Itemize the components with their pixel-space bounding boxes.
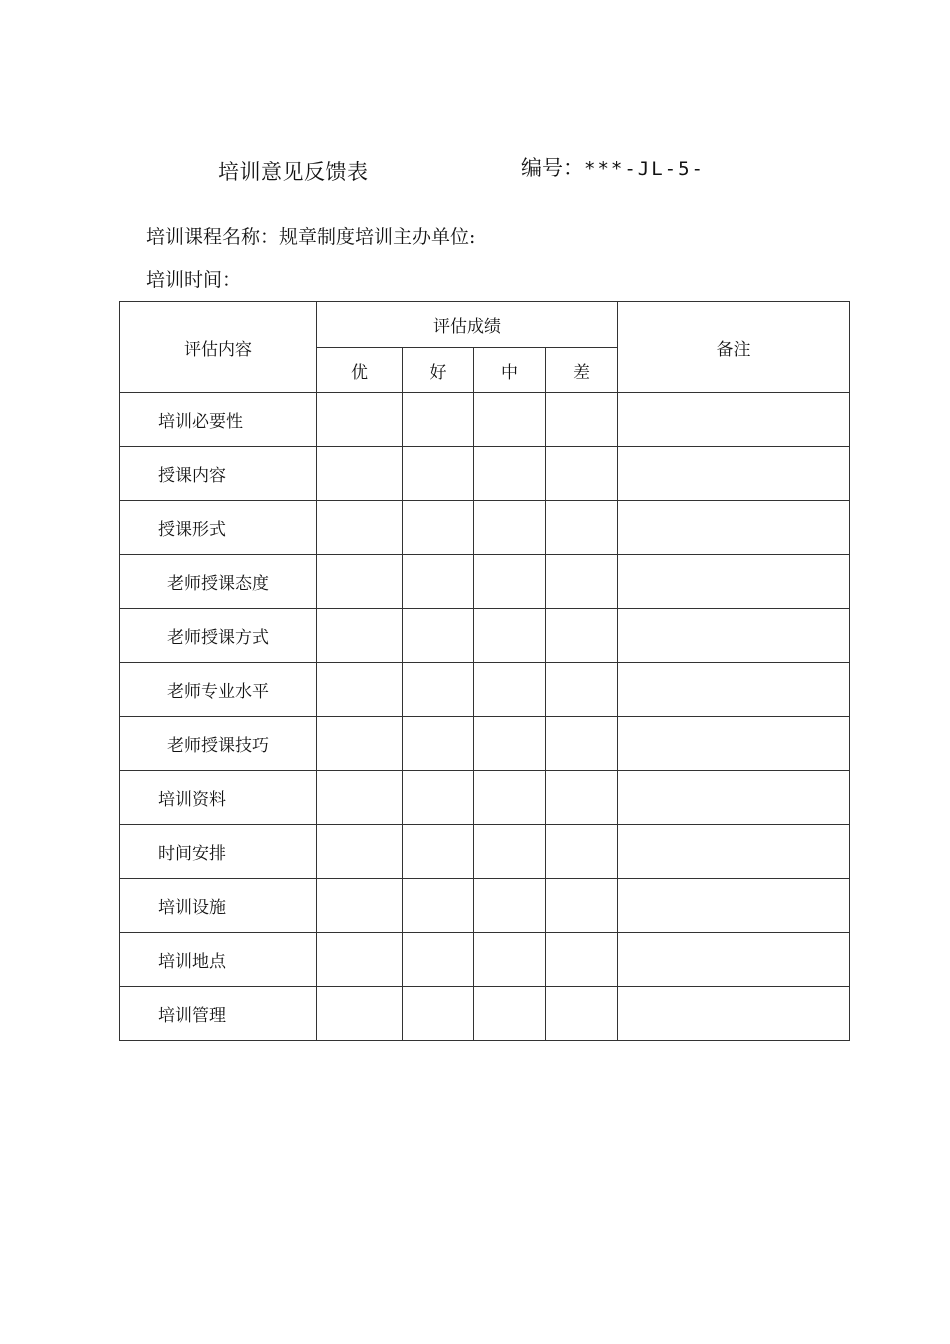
score-cell[interactable] <box>403 825 474 879</box>
score-cell[interactable] <box>546 663 618 717</box>
table-row <box>120 879 850 933</box>
row-label: 培训资料 <box>120 771 317 825</box>
score-cell[interactable] <box>546 717 618 771</box>
row-label: 培训设施 <box>120 879 317 933</box>
table-row <box>120 933 850 987</box>
table-row <box>120 609 850 663</box>
score-cell[interactable] <box>474 555 546 609</box>
remarks-cell[interactable] <box>618 609 850 663</box>
score-cell[interactable] <box>317 447 403 501</box>
score-cell[interactable] <box>474 879 546 933</box>
score-cell[interactable] <box>546 609 618 663</box>
remarks-cell[interactable] <box>618 825 850 879</box>
score-cell[interactable] <box>403 609 474 663</box>
score-cell[interactable] <box>474 393 546 447</box>
score-cell[interactable] <box>474 447 546 501</box>
score-cell[interactable] <box>546 501 618 555</box>
score-cell[interactable] <box>403 771 474 825</box>
page-title: 培训意见反馈表 <box>218 160 369 184</box>
score-cell[interactable] <box>317 555 403 609</box>
score-cell[interactable] <box>317 609 403 663</box>
table-row <box>120 825 850 879</box>
score-cell[interactable] <box>474 609 546 663</box>
table-row <box>120 717 850 771</box>
score-cell[interactable] <box>474 663 546 717</box>
score-cell[interactable] <box>546 933 618 987</box>
code-label: 编号： <box>521 156 584 180</box>
training-time-line: 培训时间： <box>146 269 242 291</box>
row-label: 授课内容 <box>120 447 317 501</box>
score-cell[interactable] <box>546 555 618 609</box>
score-cell[interactable] <box>546 825 618 879</box>
score-cell[interactable] <box>317 771 403 825</box>
remarks-cell[interactable] <box>618 447 850 501</box>
score-cell[interactable] <box>546 393 618 447</box>
score-cell[interactable] <box>317 987 403 1041</box>
table-row <box>120 501 850 555</box>
grade-average: 中 <box>474 348 546 393</box>
remarks-cell[interactable] <box>618 555 850 609</box>
row-label: 时间安排 <box>120 825 317 879</box>
score-cell[interactable] <box>317 825 403 879</box>
score-cell[interactable] <box>403 717 474 771</box>
score-cell[interactable] <box>546 879 618 933</box>
remarks-cell[interactable] <box>618 717 850 771</box>
score-cell[interactable] <box>403 555 474 609</box>
score-cell[interactable] <box>546 987 618 1041</box>
row-label: 老师授课技巧 <box>120 717 317 771</box>
document-code <box>521 152 705 182</box>
score-cell[interactable] <box>317 879 403 933</box>
grade-poor: 差 <box>546 348 618 393</box>
row-label: 老师专业水平 <box>120 663 317 717</box>
score-cell[interactable] <box>546 771 618 825</box>
score-cell[interactable] <box>403 663 474 717</box>
row-label: 培训管理 <box>120 987 317 1041</box>
header-remarks: 备注 <box>618 302 850 393</box>
score-cell[interactable] <box>317 501 403 555</box>
table-row <box>120 771 850 825</box>
score-cell[interactable] <box>317 663 403 717</box>
grade-good: 好 <box>403 348 474 393</box>
score-cell[interactable] <box>317 393 403 447</box>
table-row <box>120 555 850 609</box>
row-label: 培训地点 <box>120 933 317 987</box>
remarks-cell[interactable] <box>618 987 850 1041</box>
row-label: 授课形式 <box>120 501 317 555</box>
score-cell[interactable] <box>546 447 618 501</box>
score-cell[interactable] <box>474 933 546 987</box>
remarks-cell[interactable] <box>618 501 850 555</box>
score-cell[interactable] <box>317 717 403 771</box>
score-cell[interactable] <box>474 771 546 825</box>
remarks-cell[interactable] <box>618 933 850 987</box>
row-label: 老师授课方式 <box>120 609 317 663</box>
table-row <box>120 987 850 1041</box>
row-label: 培训必要性 <box>120 393 317 447</box>
score-cell[interactable] <box>403 393 474 447</box>
score-cell[interactable] <box>403 501 474 555</box>
evaluation-table <box>119 301 850 1041</box>
score-cell[interactable] <box>403 447 474 501</box>
grade-excellent: 优 <box>317 348 403 393</box>
header-content: 评估内容 <box>120 302 317 393</box>
score-cell[interactable] <box>474 987 546 1041</box>
remarks-cell[interactable] <box>618 393 850 447</box>
remarks-cell[interactable] <box>618 663 850 717</box>
score-cell[interactable] <box>403 987 474 1041</box>
score-cell[interactable] <box>403 879 474 933</box>
score-cell[interactable] <box>317 933 403 987</box>
score-cell[interactable] <box>474 501 546 555</box>
score-cell[interactable] <box>474 825 546 879</box>
table-row <box>120 393 850 447</box>
remarks-cell[interactable] <box>618 879 850 933</box>
code-value: ***-JL-5- <box>584 158 705 180</box>
remarks-cell[interactable] <box>618 771 850 825</box>
row-label: 老师授课态度 <box>120 555 317 609</box>
table-row <box>120 447 850 501</box>
course-name-line: 培训课程名称：规章制度培训主办单位: <box>146 226 476 248</box>
score-cell[interactable] <box>474 717 546 771</box>
header-score: 评估成绩 <box>317 302 618 348</box>
table-row <box>120 663 850 717</box>
score-cell[interactable] <box>403 933 474 987</box>
